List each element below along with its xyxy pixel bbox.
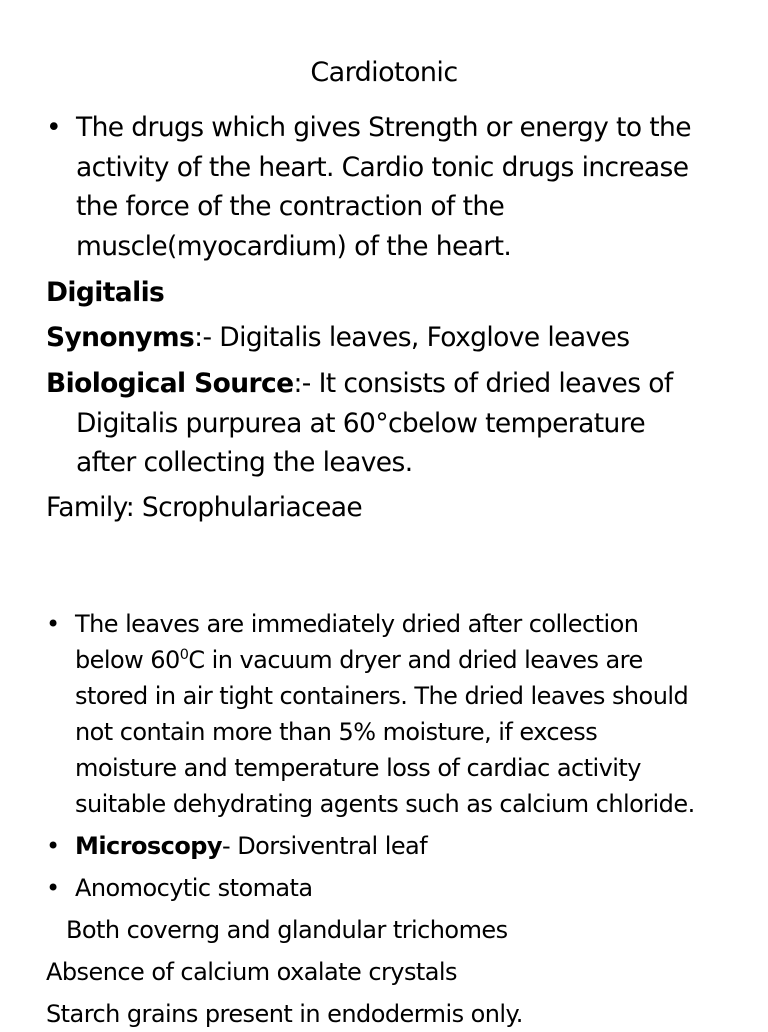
biosource-line bbox=[46, 364, 768, 404]
synonyms-line bbox=[46, 318, 768, 358]
trichomes-text: Both coverng and glandular trichomes bbox=[66, 916, 508, 944]
slide-title: Cardiotonic bbox=[310, 57, 458, 88]
stomata-text: Anomocytic stomata bbox=[75, 874, 313, 902]
microscopy-label: Microscopy bbox=[75, 832, 222, 860]
stomata-bullet bbox=[0, 870, 768, 906]
oxalate-paragraph bbox=[0, 954, 768, 990]
family-text: Family: Scrophulariaceae bbox=[46, 492, 363, 523]
trichomes-paragraph bbox=[0, 912, 768, 948]
microscopy-text: - Dorsiventral leaf bbox=[222, 832, 428, 860]
drying-line: The leaves are immediately dried after collection bbox=[75, 610, 639, 638]
intro-line: activity of the heart. Cardio tonic drugs increase bbox=[76, 151, 689, 183]
family-paragraph bbox=[0, 488, 768, 528]
drying-bullet bbox=[0, 606, 768, 822]
bullet-icon: • bbox=[46, 874, 60, 902]
intro-line: muscle(myocardium) of the heart. bbox=[76, 230, 512, 262]
biosource-line: after collecting the leaves. bbox=[76, 447, 413, 478]
drying-text: below 60 bbox=[75, 646, 180, 674]
biosource-text: :- It consists of dried leaves of bbox=[293, 368, 673, 399]
biosource-line: Digitalis purpurea at 60°cbelow temperature bbox=[76, 407, 646, 439]
intro-line: The drugs which gives Strength or energy to the bbox=[76, 112, 691, 143]
oxalate-text: Absence of calcium oxalate crystals bbox=[46, 958, 457, 986]
digitalis-heading-text: Digitalis bbox=[46, 277, 165, 308]
biological-source-paragraph bbox=[0, 364, 768, 483]
bullet-icon: • bbox=[46, 610, 60, 638]
microscopy-line bbox=[75, 828, 768, 864]
synonyms-paragraph bbox=[0, 318, 768, 358]
drying-text: C in vacuum dryer and dried leaves are bbox=[188, 646, 643, 674]
synonyms-label: Synonyms bbox=[46, 322, 195, 353]
drying-line: suitable dehydrating agents such as calcium chloride. bbox=[75, 790, 695, 818]
bullet-icon: • bbox=[46, 832, 60, 860]
slide-digitalis-details bbox=[0, 545, 768, 1028]
digitalis-heading bbox=[0, 273, 768, 313]
bullet-icon: • bbox=[46, 112, 62, 143]
intro-line: the force of the contraction of the bbox=[76, 191, 505, 222]
drying-line: not contain more than 5% moisture, if excess bbox=[75, 718, 598, 746]
microscopy-bullet bbox=[0, 828, 768, 864]
starch-text: Starch grains present in endodermis only. bbox=[46, 1000, 523, 1028]
synonyms-text: :- Digitalis leaves, Foxglove leaves bbox=[194, 322, 630, 353]
drying-line: moisture and temperature loss of cardiac activity bbox=[75, 754, 641, 782]
drying-line bbox=[75, 642, 768, 678]
drying-line: stored in air tight containers. The dried leaves should bbox=[75, 682, 689, 710]
starch-paragraph bbox=[0, 996, 768, 1032]
biosource-label: Biological Source bbox=[46, 368, 294, 399]
intro-bullet bbox=[0, 108, 768, 266]
degree-superscript: 0 bbox=[179, 647, 189, 663]
